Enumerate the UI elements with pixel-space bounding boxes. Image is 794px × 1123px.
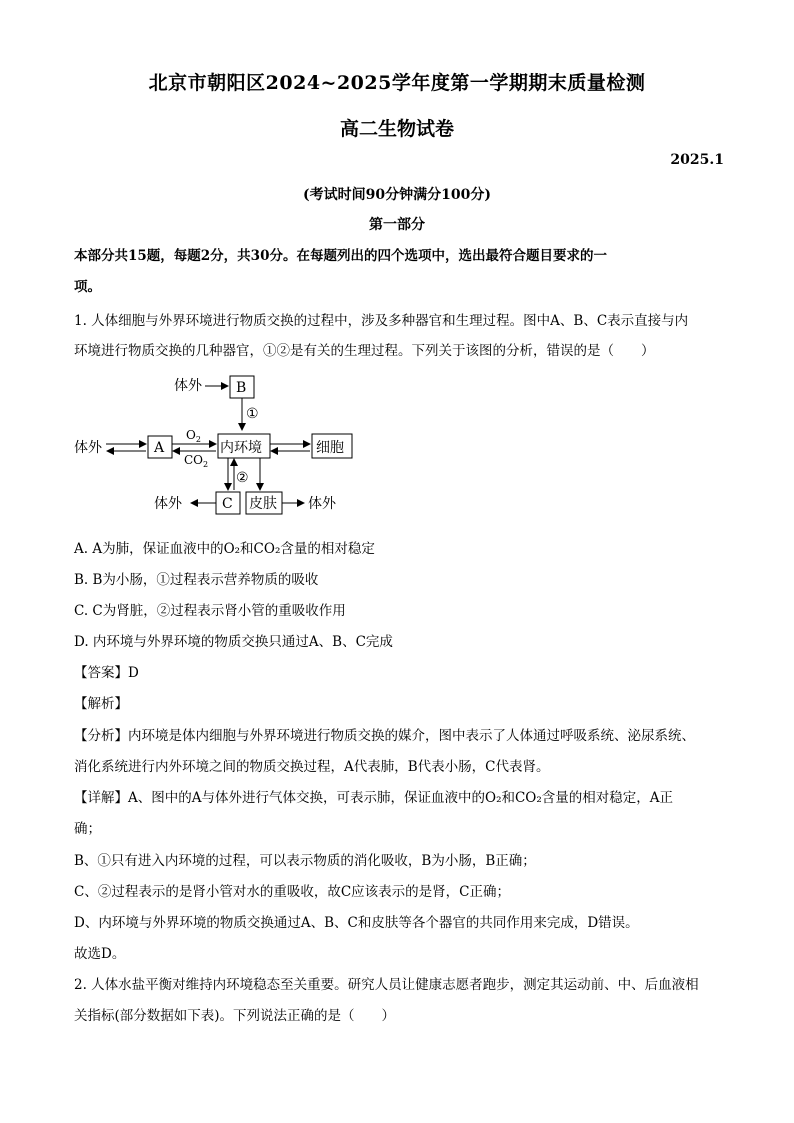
instructions-line-2: 项。	[74, 279, 101, 295]
outside-label-left: 体外	[74, 440, 102, 456]
skin-label: 皮肤	[249, 496, 277, 512]
q1-detail-line-2: 确；	[74, 821, 101, 837]
instructions-line-1: 本部分共15题，每题2分，共30分。在每题列出的四个选项中，选出最符合题目要求的一	[74, 248, 607, 264]
circle-1-label: ①	[246, 406, 259, 422]
o2-label: O	[186, 428, 196, 442]
exam-info: (考试时间90分钟满分100分)	[303, 187, 491, 203]
q1-detail-c: C、②过程表示的是肾小管对水的重吸收，故C应该表示的是肾，C正确；	[74, 884, 510, 900]
outside-label-top: 体外	[174, 378, 202, 394]
q1-analysis-line-1: 【分析】内环境是体内细胞与外界环境进行物质交换的媒介，图中表示了人体通过呼吸系统、泌尿系统、	[74, 728, 695, 744]
box-a-label: A	[154, 440, 165, 456]
q1-conclusion: 故选D。	[74, 946, 126, 962]
q1-analysis-line-2: 消化系统进行内外环境之间的物质交换过程，A代表肺，B代表小肠，C代表肾。	[74, 759, 550, 775]
co2-subscript: 2	[203, 460, 209, 469]
q1-option-d: D. 内环境与外界环境的物质交换只通过A、B、C完成	[74, 634, 393, 650]
exam-date: 2025.1	[670, 152, 724, 168]
q1-option-a: A. A为肺，保证血液中的O₂和CO₂含量的相对稳定	[74, 541, 375, 557]
q1-detail-b: B、①只有进入内环境的过程，可以表示物质的消化吸收，B为小肠，B正确；	[74, 853, 536, 869]
circle-2-label: ②	[236, 470, 249, 486]
svg-text:CO2	[184, 453, 208, 469]
box-b-label: B	[236, 380, 247, 396]
q1-detail-d: D、内环境与外界环境的物质交换通过A、B、C和皮肤等各个器官的共同作用来完成，D错误。	[74, 915, 639, 931]
outside-label-bottom-left: 体外	[154, 496, 182, 512]
co2-label: CO	[184, 453, 204, 467]
q1-detail-line-1: 【详解】A、图中的A与体外进行气体交换，可表示肺，保证血液中的O₂和CO₂含量的相对稳定，A正	[74, 790, 674, 806]
q2-stem-line-2: 关指标(部分数据如下表)。下列说法正确的是（ ）	[74, 1008, 396, 1024]
q1-option-b: B. B为小肠，①过程表示营养物质的吸收	[74, 572, 319, 588]
q1-stem-line-1: 1. 人体细胞与外界环境进行物质交换的过程中，涉及多种器官和生理过程。图中A、B、C表示直接与内	[74, 313, 689, 329]
outside-label-bottom-right: 体外	[308, 496, 336, 512]
svg-text:O2	[186, 428, 201, 444]
o2-subscript: 2	[195, 435, 201, 444]
q2-stem-line-1: 2. 人体水盐平衡对维持内环境稳态至关重要。研究人员让健康志愿者跑步，测定其运动前、中、后血液相	[74, 977, 699, 993]
page-title: 北京市朝阳区2024~2025学年度第一学期期末质量检测	[148, 72, 646, 94]
q1-answer: 【答案】D	[74, 665, 139, 681]
part-title: 第一部分	[369, 217, 425, 233]
cell-label: 细胞	[316, 440, 344, 456]
page-subtitle: 高二生物试卷	[339, 118, 454, 140]
q1-diagram	[70, 368, 390, 518]
q1-analysis-label: 【解析】	[74, 696, 128, 712]
internal-env-label: 内环境	[220, 440, 262, 456]
q1-stem-line-2: 环境进行物质交换的几种器官，①②是有关的生理过程。下列关于该图的分析，错误的是（ ）	[74, 343, 655, 359]
box-c-label: C	[222, 496, 233, 512]
q1-option-c: C. C为肾脏，②过程表示肾小管的重吸收作用	[74, 603, 346, 619]
